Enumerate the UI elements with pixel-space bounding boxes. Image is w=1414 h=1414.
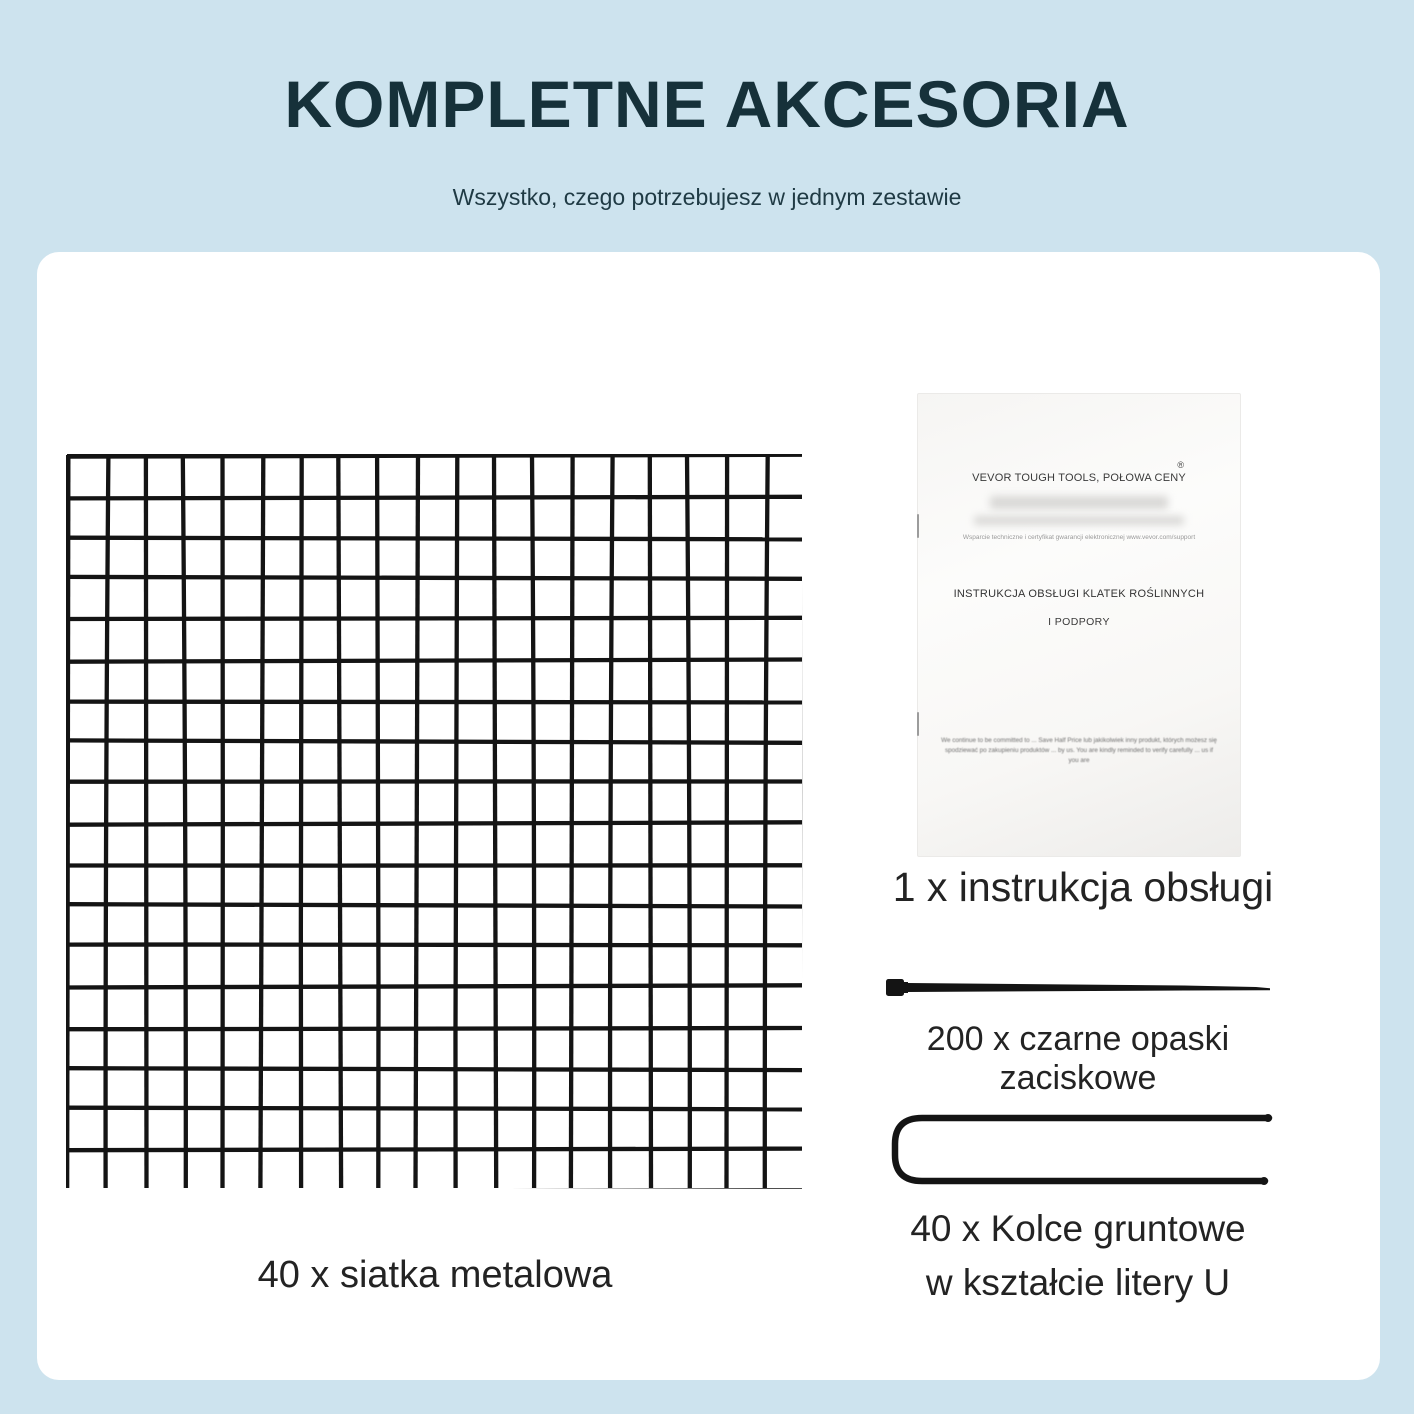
staple-icon <box>917 514 919 538</box>
page-title: KOMPLETNE AKCESORIA <box>284 67 1130 141</box>
booklet-fineprint: We continue to be committed to ... Save Half Price lub jakikolwiek inny produkt, których możesz się spodziewać po zakupieniu produktów ... by us. You are kindly reminded to verify carefully ... us if you are <box>941 737 1217 764</box>
booklet-blurred-logo <box>990 496 1168 509</box>
cable-tie-label: 200 x czarne opaski zaciskowe <box>926 1020 1230 1097</box>
stake-label-line2: w kształcie litery U <box>925 1262 1231 1303</box>
cable-tie-image <box>884 974 1274 1002</box>
page-subtitle: Wszystko, czego potrzebujesz w jednym zestawie <box>452 184 962 210</box>
manual-booklet-image <box>917 393 1241 857</box>
booklet-blurred-tagline <box>974 516 1184 525</box>
staple-icon <box>917 712 919 736</box>
trademark-icon: ® <box>1177 460 1184 470</box>
ground-stake-image <box>878 1106 1276 1198</box>
booklet-support-line: Wsparcie techniczne i certyfikat gwarancji elektronicznej www.vevor.com/support <box>962 534 1196 541</box>
manual-label: 1 x instrukcja obsługi <box>892 864 1274 910</box>
metal-mesh-image <box>66 454 803 1189</box>
mesh-label: 40 x siatka metalowa <box>257 1254 613 1296</box>
stake-label-line1: 40 x Kolce gruntowe <box>910 1208 1246 1249</box>
booklet-title-line2: I PODPORY <box>1048 616 1110 628</box>
booklet-brand-line: VEVOR TOUGH TOOLS, POŁOWA CENY <box>972 472 1186 484</box>
booklet-title-line1: INSTRUKCJA OBSŁUGI KLATEK ROŚLINNYCH <box>953 588 1205 600</box>
